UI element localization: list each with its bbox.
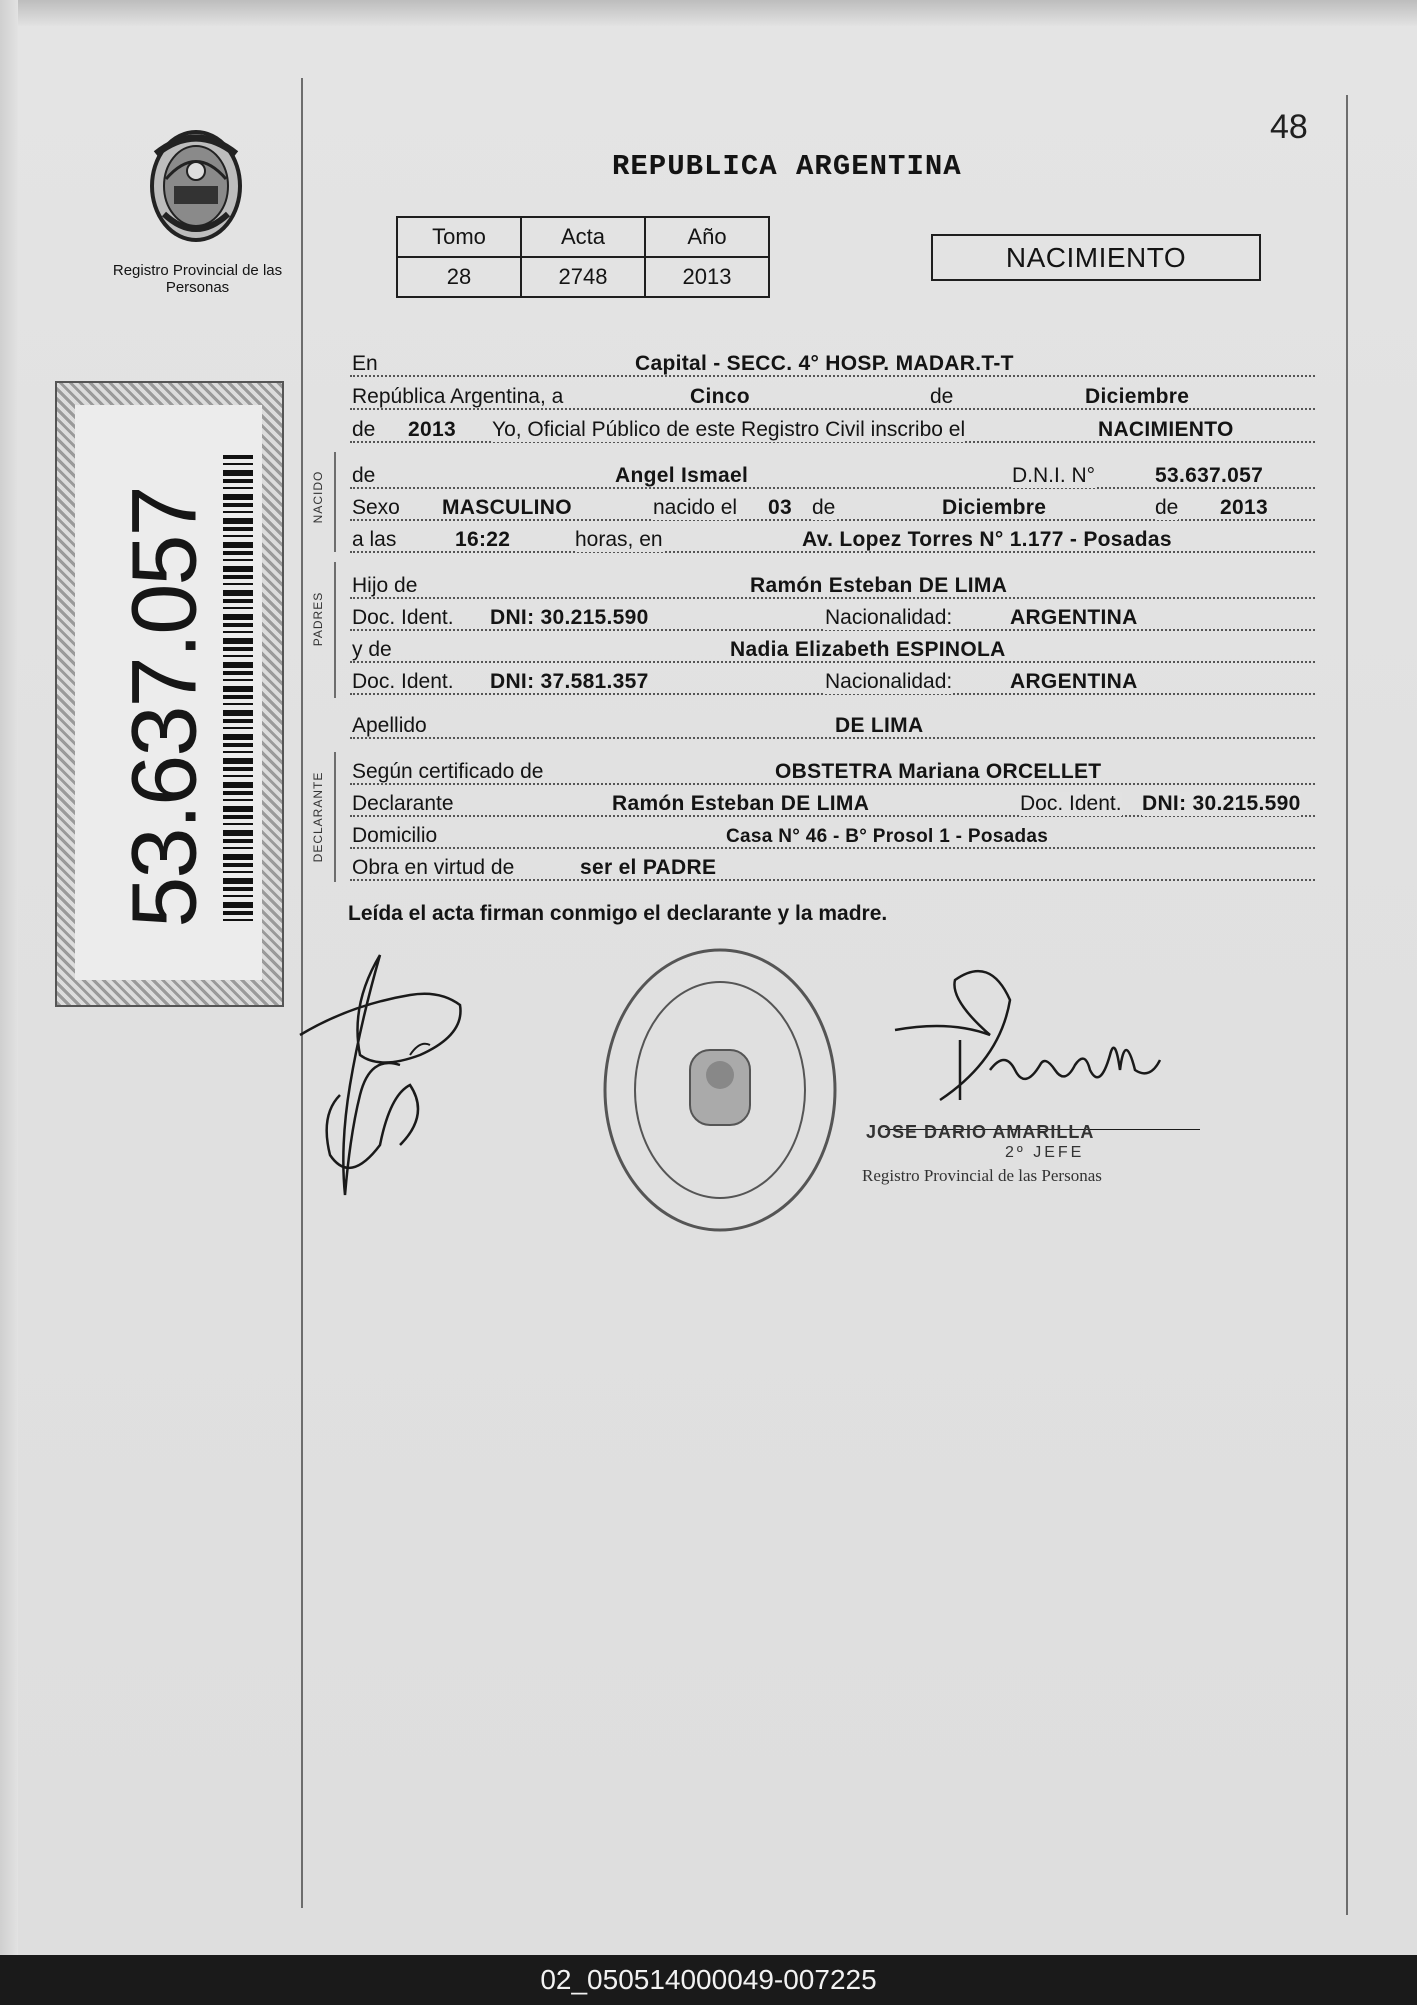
father-name-value: Ramón Esteban DE LIMA: [750, 574, 1008, 597]
de-m-label: de: [812, 496, 836, 519]
mother-doc-value: DNI: 37.581.357: [490, 670, 649, 693]
day-words-value: Cinco: [690, 385, 750, 408]
domicilio-value: Casa N° 46 - B° Prosol 1 - Posadas: [726, 826, 1049, 847]
en-label: En: [352, 352, 378, 375]
acta-header: Acta: [521, 217, 645, 257]
dni-label: D.N.I. N°: [1012, 464, 1096, 487]
barcode: [223, 455, 253, 925]
row-domicilio: [350, 822, 1315, 852]
id-number: 53.637.057: [113, 487, 216, 928]
de-nombre-label: de: [352, 464, 376, 487]
sexo-value: MASCULINO: [442, 496, 572, 519]
horas-label: horas, en: [575, 528, 663, 551]
row-child: [350, 462, 1315, 492]
mother-nat-value: ARGENTINA: [1010, 670, 1138, 693]
id-number-inner: [75, 405, 262, 980]
time-value: 16:22: [455, 528, 511, 551]
declarant-signature: [290, 945, 480, 1205]
inscribe-type-value: NACIMIENTO: [1098, 418, 1234, 441]
row-place: [350, 350, 1315, 380]
section-declarante: DECLARANTE: [311, 771, 325, 863]
month-value: Diciembre: [1085, 385, 1190, 408]
registry-name: Registro Provincial de las Personas: [112, 262, 283, 296]
acta-value: 2748: [521, 257, 645, 297]
record-type-box: NACIMIENTO: [931, 234, 1261, 281]
row-year: [350, 416, 1315, 446]
tomo-header: Tomo: [397, 217, 521, 257]
row-father-doc: [350, 604, 1315, 634]
scan-shadow: [0, 0, 1417, 26]
a-las-label: a las: [352, 528, 397, 551]
anio-value: 2013: [645, 257, 769, 297]
row-apellido: [350, 712, 1315, 742]
official-role: 2º JEFE: [1005, 1144, 1085, 1161]
declarante-value: Ramón Esteban DE LIMA: [612, 792, 870, 815]
father-doc-value: DNI: 30.215.590: [490, 606, 649, 629]
row-certificado: [350, 758, 1315, 788]
tomo-value: 28: [397, 257, 521, 297]
hijo-label: Hijo de: [352, 574, 418, 597]
row-time: [350, 526, 1315, 556]
birth-place-value: Av. Lopez Torres N° 1.177 - Posadas: [802, 528, 1172, 551]
anio-header: Año: [645, 217, 769, 257]
sexo-label: Sexo: [352, 496, 400, 519]
yde-label: y de: [352, 638, 392, 661]
year-value: 2013: [408, 418, 456, 441]
doc-label: Doc. Ident.: [352, 606, 454, 629]
oficial-text: Yo, Oficial Público de este Registro Civil inscribo el: [492, 418, 966, 441]
row-date: [350, 383, 1315, 413]
apellido-value: DE LIMA: [835, 714, 924, 737]
certificado-value: OBSTETRA Mariana ORCELLET: [775, 760, 1102, 783]
official-signature: [880, 960, 1210, 1130]
right-margin-line: [1346, 95, 1348, 1915]
official-registry: Registro Provincial de las Personas: [862, 1166, 1102, 1185]
dni-value: 53.637.057: [1155, 464, 1264, 487]
official-name: JOSE DARIO AMARILLA: [866, 1122, 1095, 1142]
declarante-label: Declarante: [352, 792, 454, 815]
nac2-label: Nacionalidad:: [825, 670, 953, 693]
row-declarante: [350, 790, 1315, 820]
birth-year-value: 2013: [1220, 496, 1268, 519]
de-label: de: [930, 385, 954, 408]
apellido-label: Apellido: [352, 714, 427, 737]
child-name-value: Angel Ismael: [615, 464, 749, 487]
page-number: 48: [1270, 108, 1308, 146]
republica-label: República Argentina, a: [352, 385, 564, 408]
file-id-footer: 02_050514000049-007225: [0, 1955, 1417, 2005]
country-heading: REPUBLICA ARGENTINA: [612, 150, 962, 183]
row-father: [350, 572, 1315, 602]
row-obra: [350, 854, 1315, 884]
obra-value: ser el PADRE: [580, 856, 717, 879]
row-mother: [350, 636, 1315, 666]
province-seal-logo: [136, 124, 256, 254]
nacido-label: nacido el: [653, 496, 738, 519]
row-sex: [350, 494, 1315, 524]
father-nat-value: ARGENTINA: [1010, 606, 1138, 629]
section-nacido-line: [334, 452, 336, 552]
section-padres-line: [334, 562, 336, 698]
declarante-doc-value: DNI: 30.215.590: [1142, 792, 1301, 815]
row-mother-doc: [350, 668, 1315, 698]
obra-label: Obra en virtud de: [352, 856, 515, 879]
section-padres: PADRES: [311, 591, 325, 647]
mother-name-value: Nadia Elizabeth ESPINOLA: [730, 638, 1006, 661]
scan-edge: [0, 0, 18, 1955]
closing-statement: Leída el acta firman conmigo el declarante y la madre.: [348, 902, 888, 925]
birth-month-value: Diciembre: [942, 496, 1047, 519]
section-declarante-line: [334, 752, 336, 882]
id-number-panel: [55, 381, 284, 1007]
de-y-label: de: [1155, 496, 1179, 519]
segun-label: Según certificado de: [352, 760, 544, 783]
record-table: [396, 216, 770, 298]
place-value: Capital - SECC. 4° HOSP. MADAR.T-T: [635, 352, 1014, 375]
docdecl-label: Doc. Ident.: [1020, 792, 1122, 815]
official-stamp: [595, 940, 845, 1240]
doc2-label: Doc. Ident.: [352, 670, 454, 693]
birth-day-value: 03: [768, 496, 792, 519]
section-nacido: NACIDO: [311, 470, 325, 524]
de2-label: de: [352, 418, 376, 441]
nac-label: Nacionalidad:: [825, 606, 953, 629]
domicilio-label: Domicilio: [352, 824, 438, 847]
